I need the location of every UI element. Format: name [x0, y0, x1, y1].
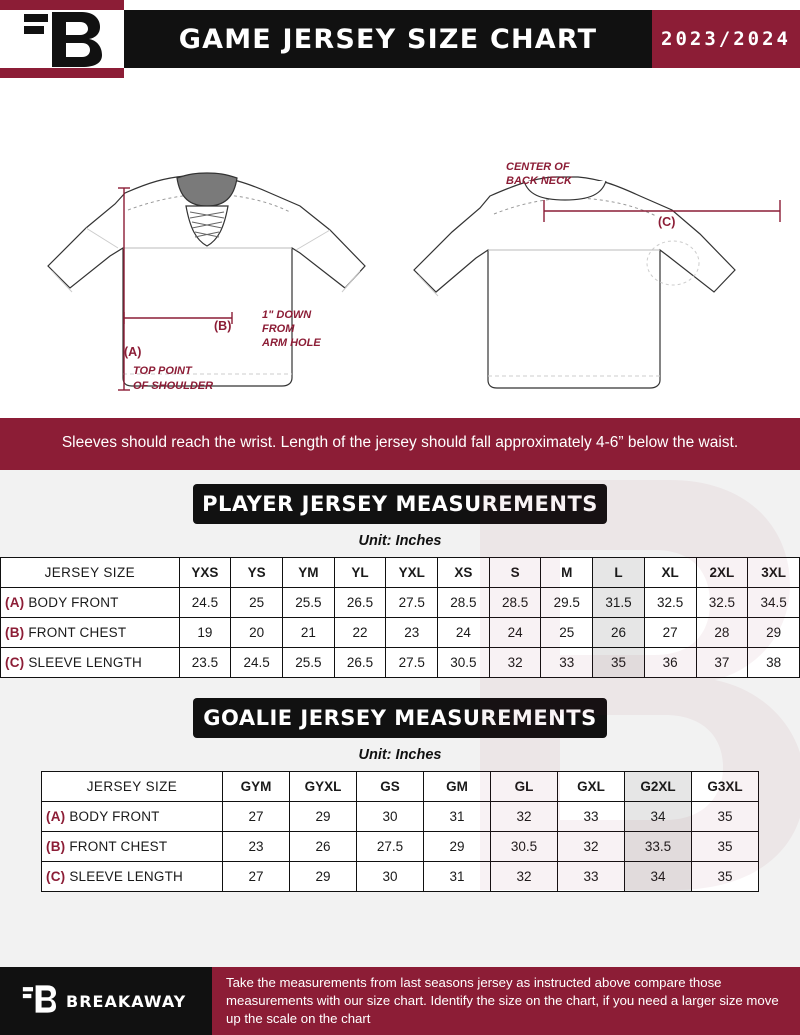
measurement-cell: 29	[290, 862, 357, 892]
season-badge	[652, 10, 800, 68]
callout-top-point-shoulder-2: OF SHOULDER	[133, 380, 214, 392]
measurement-cell: 26.5	[334, 648, 386, 678]
measurement-cell: 25	[541, 618, 593, 648]
label-b-front: (B)	[214, 319, 232, 333]
row-label: (B) FRONT CHEST	[42, 832, 223, 862]
measurement-cell: 24.5	[231, 648, 283, 678]
size-header-gym: GYM	[223, 772, 290, 802]
measurement-cell: 35	[692, 862, 759, 892]
measurement-cell: 29	[290, 802, 357, 832]
size-header-l: L	[593, 558, 645, 588]
measurement-cell: 34	[625, 802, 692, 832]
callout-arm-hole-3: ARM HOLE	[262, 337, 321, 349]
callout-arm-hole-1: 1" DOWN	[262, 309, 312, 321]
measurement-cell: 24	[489, 618, 541, 648]
callout-top-point-shoulder: TOP POINT	[133, 365, 192, 377]
row-label: (B) FRONT CHEST	[1, 618, 180, 648]
measurement-cell: 28.5	[438, 588, 490, 618]
measurement-cell: 25.5	[283, 648, 335, 678]
measurement-cell: 34	[625, 862, 692, 892]
measurement-cell: 23	[223, 832, 290, 862]
measurement-cell: 32.5	[696, 588, 748, 618]
measurement-cell: 27	[644, 618, 696, 648]
player-section	[0, 470, 800, 678]
measurement-cell: 33	[541, 648, 593, 678]
measurement-cell: 26	[593, 618, 645, 648]
measurement-cell: 31.5	[593, 588, 645, 618]
player-measurements-table	[0, 557, 800, 678]
footer-brand	[0, 967, 212, 1035]
goalie-section	[0, 678, 800, 892]
size-header-2xl: 2XL	[696, 558, 748, 588]
measurement-cell: 30	[357, 802, 424, 832]
row-label: (A) BODY FRONT	[42, 802, 223, 832]
page-header	[0, 0, 800, 78]
measurement-cell: 24.5	[179, 588, 231, 618]
measurement-cell: 37	[696, 648, 748, 678]
measurement-cell: 20	[231, 618, 283, 648]
row-tag: (B)	[5, 625, 25, 641]
measurement-cell: 31	[424, 802, 491, 832]
measurement-cell: 36	[644, 648, 696, 678]
page-title-bar	[124, 10, 652, 68]
label-a-front: (A)	[124, 345, 142, 359]
season-label: 2023/2024	[661, 28, 791, 50]
header-stripe-bottom	[0, 68, 124, 78]
size-header-yxl: YXL	[386, 558, 438, 588]
goalie-measurements-table	[41, 771, 759, 892]
table-header-row	[42, 772, 759, 802]
measurement-cell: 22	[334, 618, 386, 648]
measurement-cell: 32.5	[644, 588, 696, 618]
breakaway-b-logo-icon	[22, 10, 102, 68]
row-tag: (A)	[46, 809, 66, 825]
goalie-table-body	[42, 802, 759, 892]
row-tag: (B)	[46, 839, 66, 855]
measurement-cell: 27	[223, 802, 290, 832]
measurement-cell: 27	[223, 862, 290, 892]
player-band	[193, 484, 607, 524]
measurement-cell: 23	[386, 618, 438, 648]
measurement-cell: 35	[593, 648, 645, 678]
player-size-header: JERSEY SIZE	[1, 558, 180, 588]
row-label: (C) SLEEVE LENGTH	[42, 862, 223, 892]
jersey-diagram	[0, 78, 800, 418]
measurement-cell: 35	[692, 802, 759, 832]
measurement-cell: 33.5	[625, 832, 692, 862]
size-header-gl: GL	[491, 772, 558, 802]
size-header-yxs: YXS	[179, 558, 231, 588]
size-header-yl: YL	[334, 558, 386, 588]
measurement-cell: 29	[748, 618, 800, 648]
measurement-cell: 29	[424, 832, 491, 862]
measurement-cell: 27.5	[386, 588, 438, 618]
table-row	[42, 802, 759, 832]
table-row	[42, 832, 759, 862]
header-stripe-top	[0, 0, 124, 10]
measurement-cell: 19	[179, 618, 231, 648]
goalie-unit: Unit: Inches	[358, 747, 442, 764]
row-tag: (C)	[46, 869, 66, 885]
size-header-gyxl: GYXL	[290, 772, 357, 802]
measurement-cell: 32	[489, 648, 541, 678]
table-row	[42, 862, 759, 892]
footer-brand-name: BREAKAWAY	[66, 991, 187, 1011]
table-row	[1, 648, 800, 678]
footer-instructions	[212, 967, 800, 1035]
size-header-xs: XS	[438, 558, 490, 588]
player-band-title: PLAYER JERSEY MEASUREMENTS	[202, 492, 598, 517]
measurement-cell: 32	[558, 832, 625, 862]
size-header-gxl: GXL	[558, 772, 625, 802]
size-header-s: S	[489, 558, 541, 588]
page-footer	[0, 967, 800, 1035]
size-header-ys: YS	[231, 558, 283, 588]
measurement-cell: 27.5	[386, 648, 438, 678]
measurement-cell: 23.5	[179, 648, 231, 678]
player-table-body	[1, 588, 800, 678]
measurement-cell: 24	[438, 618, 490, 648]
measurement-cell: 28	[696, 618, 748, 648]
measurement-cell: 30.5	[491, 832, 558, 862]
table-header-row	[1, 558, 800, 588]
breakaway-b-logo-icon	[22, 984, 56, 1019]
size-header-gs: GS	[357, 772, 424, 802]
goalie-band-title: GOALIE JERSEY MEASUREMENTS	[203, 706, 597, 731]
measurement-cell: 30.5	[438, 648, 490, 678]
measurement-cell: 32	[491, 862, 558, 892]
callout-arm-hole-2: FROM	[262, 323, 295, 335]
measurement-cell: 33	[558, 802, 625, 832]
callout-center-back-neck-2: BACK NECK	[506, 175, 572, 187]
footer-instructions-text: Take the measurements from last seasons jersey as instructed above compare those measurements with our size chart. Identify the size on the chart, if you need a larger size move up the scale on the chart	[226, 975, 779, 1026]
size-header-g2xl: G2XL	[625, 772, 692, 802]
measurement-cell: 27.5	[357, 832, 424, 862]
row-tag: (A)	[5, 595, 25, 611]
size-header-xl: XL	[644, 558, 696, 588]
measurement-cell: 30	[357, 862, 424, 892]
back-jersey-illustration	[414, 177, 735, 388]
measurement-cell: 21	[283, 618, 335, 648]
size-header-m: M	[541, 558, 593, 588]
front-jersey-illustration	[48, 173, 365, 386]
size-header-gm: GM	[424, 772, 491, 802]
table-row	[1, 618, 800, 648]
measurement-cell: 25	[231, 588, 283, 618]
size-header-ym: YM	[283, 558, 335, 588]
goalie-band	[193, 698, 607, 738]
measurement-cell: 32	[491, 802, 558, 832]
label-c-back: (C)	[658, 215, 676, 229]
measurement-cell: 25.5	[283, 588, 335, 618]
measurement-cell: 26.5	[334, 588, 386, 618]
callout-center-back-neck-1: CENTER OF	[506, 161, 570, 173]
player-unit: Unit: Inches	[358, 533, 442, 550]
note-bar	[0, 418, 800, 470]
measurement-cell: 31	[424, 862, 491, 892]
size-header-3xl: 3XL	[748, 558, 800, 588]
goalie-size-header: JERSEY SIZE	[42, 772, 223, 802]
note-text: Sleeves should reach the wrist. Length of the jersey should fall approximately 4-6” below the waist.	[61, 434, 739, 451]
measurement-cell: 28.5	[489, 588, 541, 618]
row-tag: (C)	[5, 655, 25, 671]
measurement-cell: 26	[290, 832, 357, 862]
measurement-cell: 33	[558, 862, 625, 892]
measurement-cell: 34.5	[748, 588, 800, 618]
row-label: (A) BODY FRONT	[1, 588, 180, 618]
table-row	[1, 588, 800, 618]
row-label: (C) SLEEVE LENGTH	[1, 648, 180, 678]
page-title: GAME JERSEY SIZE CHART	[178, 23, 598, 55]
measurement-cell: 35	[692, 832, 759, 862]
size-header-g3xl: G3XL	[692, 772, 759, 802]
measurement-cell: 29.5	[541, 588, 593, 618]
measurement-cell: 38	[748, 648, 800, 678]
